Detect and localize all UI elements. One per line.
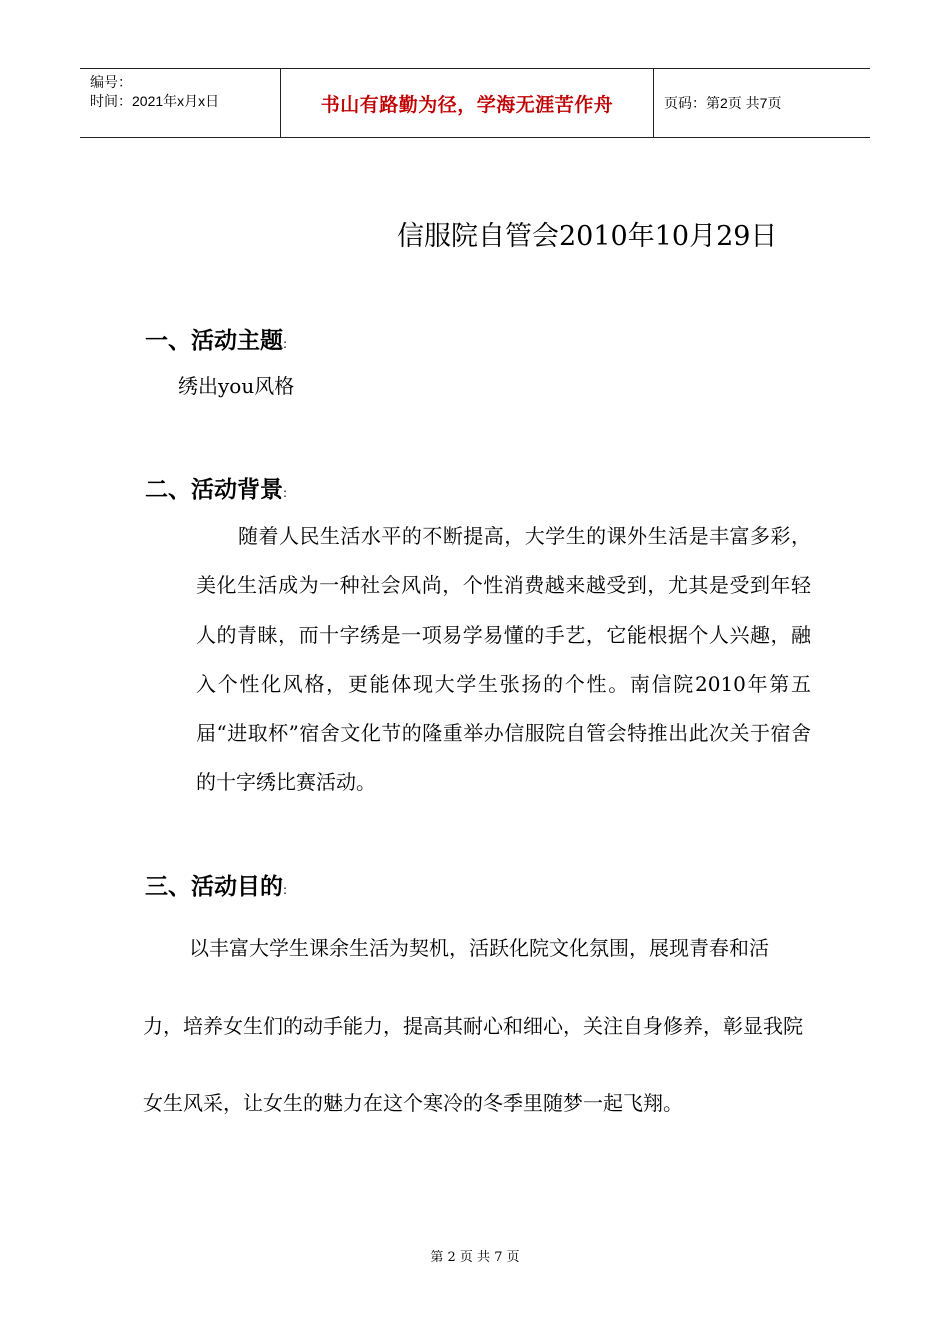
heading-colon: :	[283, 883, 288, 897]
background-paragraph	[196, 512, 811, 808]
header-meta-cell	[80, 69, 281, 137]
heading-text: 一、活动主题	[145, 328, 283, 354]
date-line: 信服院自管会2010年10月29日	[397, 221, 778, 252]
section-heading-theme	[145, 322, 287, 355]
page-info: 页码：第2页 共7页	[664, 95, 782, 111]
purpose-paragraph	[143, 910, 803, 1143]
heading-colon: :	[283, 337, 288, 351]
section-heading-purpose	[145, 868, 287, 901]
number-label: 编号：	[90, 74, 132, 90]
time-label: 时间：2021年x月x日	[90, 93, 220, 109]
heading-text: 三、活动目的	[145, 874, 283, 900]
header-table	[80, 68, 870, 138]
header-motto-cell	[281, 69, 654, 137]
motto-text: 书山有路勤为径，学海无涯苦作舟	[320, 93, 614, 116]
heading-text: 二、活动背景	[145, 477, 283, 503]
theme-content: 绣出you风格	[178, 374, 295, 398]
heading-colon: :	[283, 486, 288, 500]
header-page-cell	[654, 69, 870, 137]
purpose-text: 以丰富大学生课余生活为契机，活跃化院文化氛围，展现青春和活力，培养女生们的动手能力，提高其耐心和细心，关注自身修养，彰显我院女生风采，让女生的魅力在这个寒冷的冬季里随梦一起飞翔。	[143, 936, 803, 1115]
page-footer: 第 2 页 共 7 页	[430, 1250, 520, 1265]
section-heading-background	[145, 471, 287, 504]
background-text: 随着人民生活水平的不断提高，大学生的课外生活是丰富多彩，美化生活成为一种社会风尚，个性消费越来越受到，尤其是受到年轻人的青睐，而十字绣是一项易学易懂的手艺，它能根据个人兴趣，融入个性化风格，更能体现大学生张扬的个性。南信院2010年第五届“进取杯”宿舍文化节的隆重举办信服院自管会特推出此次关于宿舍的十字绣比赛活动。	[196, 524, 811, 795]
